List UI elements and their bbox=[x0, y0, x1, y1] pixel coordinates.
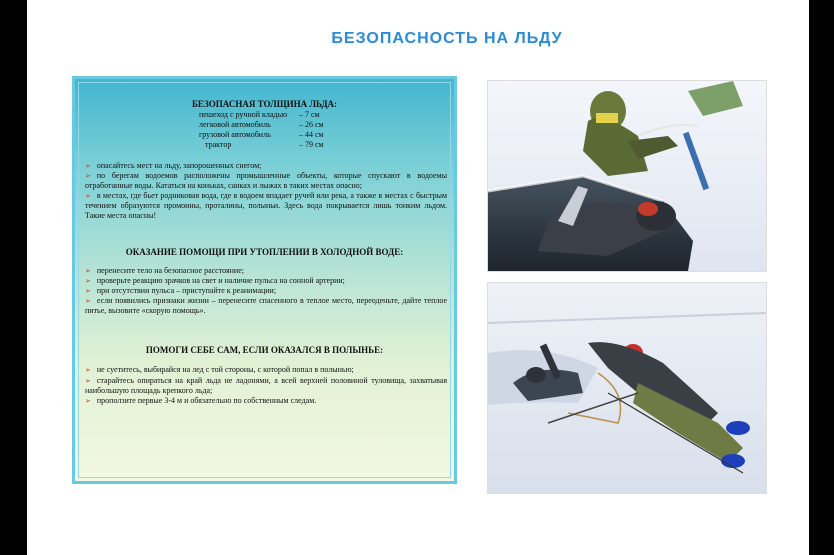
arrow-bullet-icon: ➢ bbox=[85, 192, 91, 200]
list-item bbox=[85, 266, 447, 276]
drowning-help-heading: ОКАЗАНИЕ ПОМОЩИ ПРИ УТОПЛЕНИИ В ХОЛОДНОЙ ВОДЕ: bbox=[125, 247, 404, 257]
thickness-label: трактор bbox=[205, 140, 232, 149]
arrow-bullet-icon: ➢ bbox=[85, 297, 91, 305]
list-item-text: старайтесь опираться на край льда не ладонями, а всей верхней половиной туловища, захватывая наибольшую площадь крепкого льда; bbox=[85, 376, 447, 395]
list-item bbox=[85, 296, 447, 316]
thickness-row bbox=[199, 140, 324, 150]
list-item bbox=[85, 365, 447, 375]
list-item bbox=[85, 171, 447, 191]
thickness-label: грузовой автомобиль bbox=[199, 130, 271, 139]
list-item bbox=[85, 161, 447, 171]
list-item bbox=[85, 396, 447, 406]
list-item-text: при отсутствии пульса – приступайте к реанимации; bbox=[96, 286, 277, 295]
list-item bbox=[85, 376, 447, 396]
rescue-photo bbox=[487, 80, 767, 272]
thickness-value: – 79 см bbox=[299, 140, 324, 149]
thickness-value: – 26 см bbox=[299, 120, 324, 129]
thickness-row bbox=[199, 130, 324, 140]
arrow-bullet-icon: ➢ bbox=[85, 162, 91, 170]
arrow-bullet-icon: ➢ bbox=[85, 287, 91, 295]
thickness-label: пешеход с ручной кладью bbox=[199, 110, 288, 119]
ice-thickness-heading: БЕЗОПАСНАЯ ТОЛЩИНА ЛЬДА: bbox=[191, 99, 338, 109]
info-panel bbox=[72, 76, 457, 484]
thickness-row bbox=[199, 110, 320, 120]
list-item-text: опасайтесь мест на льду, запорошенных снегом; bbox=[96, 161, 262, 170]
arrow-bullet-icon: ➢ bbox=[85, 397, 91, 405]
arrow-bullet-icon: ➢ bbox=[85, 172, 91, 180]
list-item bbox=[85, 276, 447, 286]
list-item-text: если появились признаки жизни – перенесите спасенного в теплое место, переоденьте, дайте теплое питье, вызовите «скорую помощь». bbox=[85, 296, 447, 315]
self-rescue-photo-illustration bbox=[488, 283, 766, 493]
list-item-text: по берегам водоемов расположены промышленные объекты, которые спускают в водоемы отработанные воды. Кататься на коньках, санках и лыжах в таких местах опасно; bbox=[85, 171, 447, 190]
arrow-bullet-icon: ➢ bbox=[85, 366, 91, 374]
list-item bbox=[85, 191, 447, 221]
poster-page bbox=[27, 0, 809, 555]
thickness-row bbox=[199, 120, 324, 130]
list-item-text: проверьте реакцию зрачков на свет и наличие пульса на сонной артерии; bbox=[96, 276, 345, 285]
rescue-photo-illustration bbox=[488, 81, 766, 271]
self-rescue-photo bbox=[487, 282, 767, 494]
thickness-label: легковой автомобиль bbox=[199, 120, 271, 129]
arrow-bullet-icon: ➢ bbox=[85, 267, 91, 275]
list-item-text: не суетитесь, выбирайся на лед с той стороны, с которой попал в полынью; bbox=[96, 365, 354, 374]
list-item bbox=[85, 286, 447, 296]
list-item-text: перенесите тело на безопасное расстояние; bbox=[96, 266, 244, 275]
thickness-value: – 44 см bbox=[299, 130, 324, 139]
list-item-text: проползите первые 3-4 м и обязательно по собственным следам. bbox=[96, 396, 317, 405]
page-title: БЕЗОПАСНОСТЬ НА ЛЬДУ bbox=[331, 30, 563, 47]
self-rescue-heading: ПОМОГИ СЕБЕ САМ, ЕСЛИ ОКАЗАЛСЯ В ПОЛЫНЬЕ: bbox=[145, 345, 384, 355]
list-item-text: в местах, где бьет родниковая вода, где в водоем впадает ручей или река, а также в местах с быстрым течением образуются промоины, проталины, полыньи. Здесь вода покрывается лишь тонким льдом. Такие места опасны! bbox=[85, 191, 447, 220]
thickness-value: – 7 см bbox=[299, 110, 320, 119]
arrow-bullet-icon: ➢ bbox=[85, 277, 91, 285]
arrow-bullet-icon: ➢ bbox=[85, 377, 91, 385]
